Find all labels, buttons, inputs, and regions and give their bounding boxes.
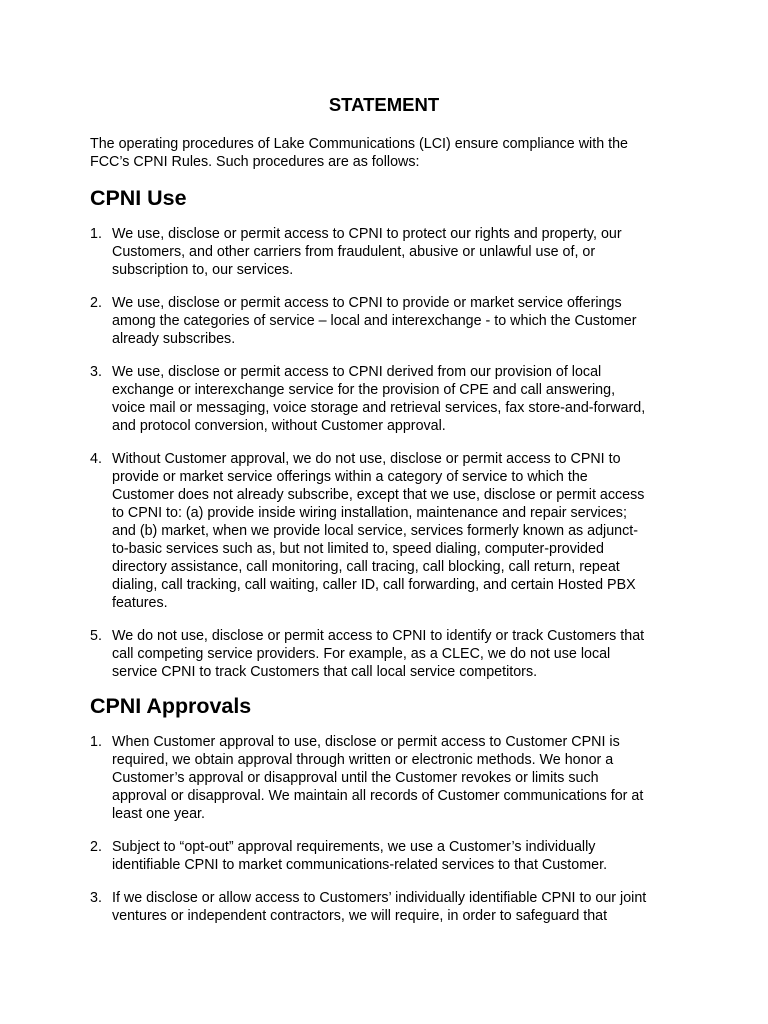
text-line: Subject to “opt-out” approval requirements, we use a Customer’s individually (112, 839, 596, 855)
list-item (90, 294, 690, 348)
text-line: provide or market service offerings within a category of service to which the (112, 469, 588, 485)
list-item-text (112, 627, 690, 681)
text-line: required, we obtain approval through written or electronic methods. We honor a (112, 752, 614, 768)
text-line: Customer’s approval or disapproval until the Customer revokes or limits such (112, 770, 599, 786)
text-line: dialing, call tracking, call waiting, caller ID, call forwarding, and certain Hosted PBX (112, 577, 636, 593)
text-line: identifiable CPNI to market communications-related services to that Customer. (112, 857, 608, 873)
list-item-number: 1. (90, 734, 102, 750)
list-item-number: 4. (90, 451, 102, 467)
text-line: already subscribes. (112, 331, 236, 347)
text-line: and (b) market, when we provide local service, services formerly known as adjunct- (112, 523, 639, 539)
list-item-number: 3. (90, 364, 102, 380)
list-item-text (112, 889, 690, 925)
text-line: exchange or interexchange service for the provision of CPE and call answering, (112, 382, 616, 398)
list-item (90, 363, 690, 435)
list-item-text (112, 225, 690, 279)
list-item-number: 2. (90, 839, 102, 855)
text-line: If we disclose or allow access to Customers’ individually identifiable CPNI to our joint (112, 890, 647, 906)
list-item-number: 5. (90, 628, 102, 644)
list-item (90, 889, 690, 925)
text-line: subscription to, our services. (112, 262, 294, 278)
text-line: We use, disclose or permit access to CPNI to protect our rights and property, our (112, 226, 622, 242)
text-line: service CPNI to track Customers that call local service competitors. (112, 664, 538, 680)
text-line: We use, disclose or permit access to CPNI derived from our provision of local (112, 364, 602, 380)
list-item-number: 2. (90, 295, 102, 311)
section-heading-cpni-approvals: CPNI Approvals (90, 694, 252, 718)
list-item (90, 450, 690, 612)
list-item (90, 225, 690, 279)
text-line: voice mail or messaging, voice storage and retrieval services, fax store-and-forward, (112, 400, 646, 416)
list-item-text (112, 838, 690, 874)
list-item-text (112, 733, 690, 823)
text-line: among the categories of service – local and interexchange - to which the Customer (112, 313, 637, 329)
document-title: STATEMENT (328, 94, 440, 115)
section-heading-cpni-use: CPNI Use (90, 186, 187, 210)
intro-paragraph (90, 135, 690, 171)
text-line: When Customer approval to use, disclose or permit access to Customer CPNI is (112, 734, 620, 750)
text-line: We do not use, disclose or permit access to CPNI to identify or track Customers that (112, 628, 645, 644)
list-item (90, 733, 690, 823)
text-line: to-basic services such as, but not limited to, speed dialing, computer-provided (112, 541, 604, 557)
intro-line: The operating procedures of Lake Communications (LCI) ensure compliance with the (90, 136, 628, 152)
list-item (90, 627, 690, 681)
list-item-text (112, 294, 690, 348)
list-item-text (112, 363, 690, 435)
list-item-number: 3. (90, 890, 102, 906)
text-line: We use, disclose or permit access to CPNI to provide or market service offerings (112, 295, 622, 311)
text-line: to CPNI to: (a) provide inside wiring installation, maintenance and repair services; (112, 505, 627, 521)
text-line: directory assistance, call monitoring, call tracing, call blocking, call return, repeat (112, 559, 620, 575)
list-item (90, 838, 690, 874)
intro-line: FCC’s CPNI Rules. Such procedures are as follows: (90, 154, 420, 170)
text-line: Without Customer approval, we do not use, disclose or permit access to CPNI to (112, 451, 621, 467)
text-line: Customer does not already subscribe, except that we use, disclose or permit access (112, 487, 645, 503)
list-item-number: 1. (90, 226, 102, 242)
text-line: ventures or independent contractors, we will require, in order to safeguard that (112, 908, 608, 924)
text-line: call competing service providers. For example, as a CLEC, we do not use local (112, 646, 611, 662)
text-line: least one year. (112, 806, 205, 822)
text-line: and protocol conversion, without Customer approval. (112, 418, 446, 434)
text-line: features. (112, 595, 168, 611)
list-item-text (112, 450, 690, 612)
text-line: Customers, and other carriers from fraudulent, abusive or unlawful use of, or (112, 244, 596, 260)
text-line: approval or disapproval. We maintain all records of Customer communications for at (112, 788, 644, 804)
